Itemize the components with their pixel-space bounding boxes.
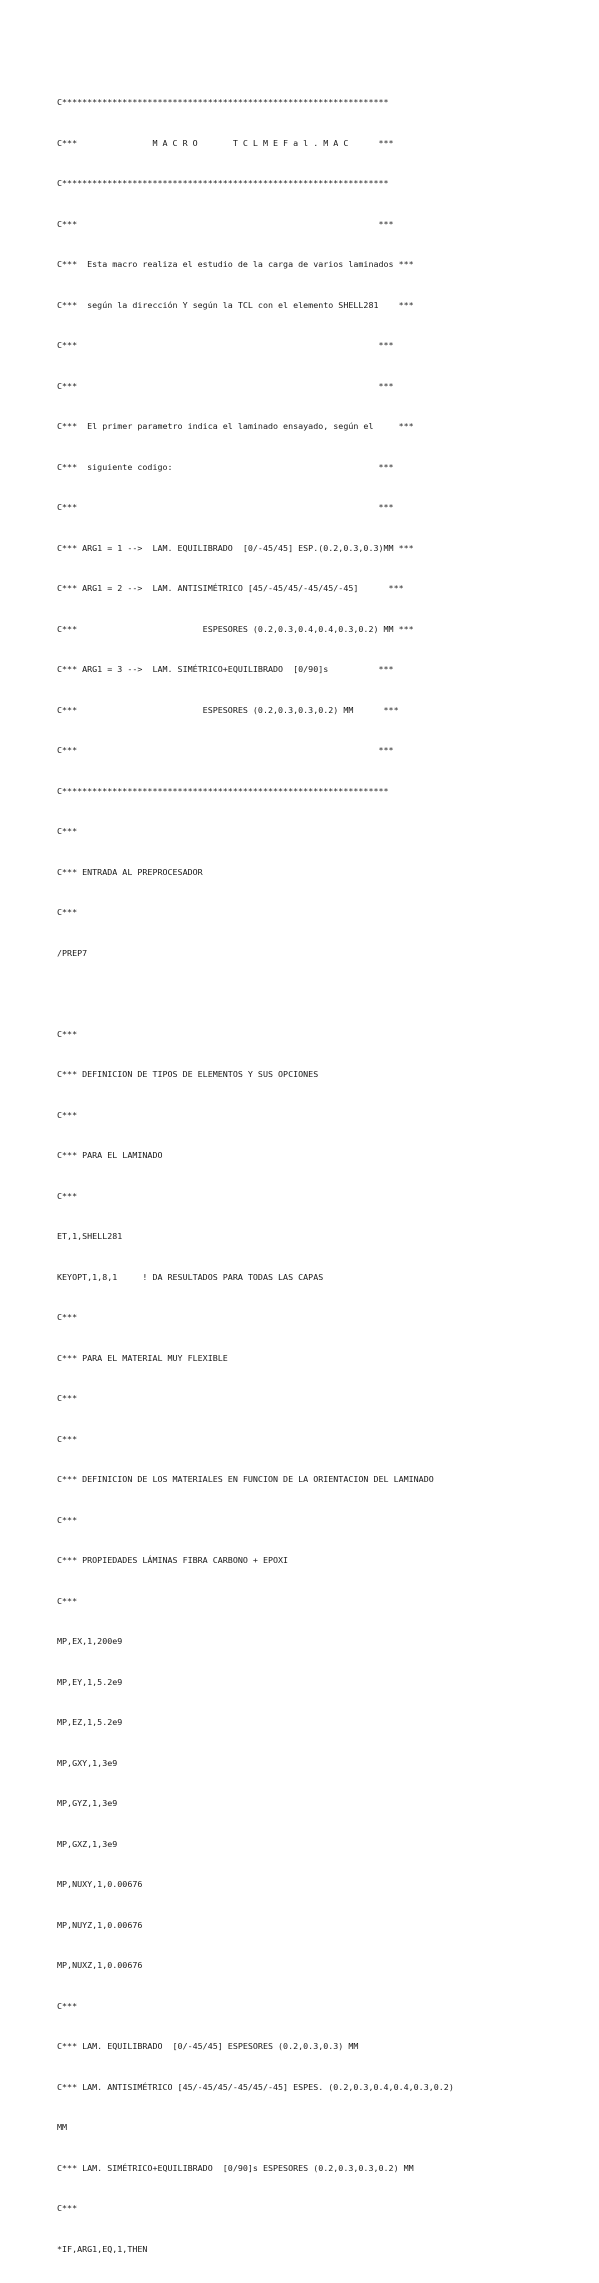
code-line: C*** PARA EL MATERIAL MUY FLEXIBLE <box>57 1352 228 1363</box>
code-line: C*** <box>57 2000 78 2011</box>
code-line: C*** <box>57 1514 78 1525</box>
code-line: C*** <box>57 1190 78 1201</box>
code-line: C*** *** <box>57 745 394 755</box>
code-line: C*** ESPESORES (0.2,0.3,0.4,0.4,0.3,0.2) MM *** <box>57 623 414 634</box>
macro-code-listing <box>57 69 454 2283</box>
code-line: MP,GYZ,1,3e9 <box>57 1798 118 1808</box>
code-line: C*** El primer parametro indica el laminado ensayado, según el *** <box>57 421 414 431</box>
code-line: C*** PARA EL LAMINADO <box>57 1150 163 1160</box>
code-line: C***************************************************************** <box>57 785 389 796</box>
code-line: /PREP7 <box>57 947 88 958</box>
code-line: C*** LAM. ANTISIMÉTRICO [45/-45/45/-45/45/-45] ESPES. (0.2,0.3,0.4,0.4,0.3,0.2) <box>57 2081 454 2092</box>
code-line: C*** M A C R O T C L M E F a l . M A C *** <box>57 137 394 148</box>
code-line: C*** <box>57 1028 78 1039</box>
code-line: MP,EY,1,5.2e9 <box>57 1676 123 1687</box>
code-line: MP,NUXY,1,0.00676 <box>57 1879 143 1889</box>
code-line: C*** PROPIEDADES LÁMINAS FIBRA CARBONO + EPOXI <box>57 1555 289 1565</box>
code-line: C*** <box>57 1109 78 1120</box>
code-line: C*** <box>57 2203 78 2213</box>
code-line: C*** LAM. SIMÉTRICO+EQUILIBRADO [0/90]s ESPESORES (0.2,0.3,0.3,0.2) MM <box>57 2162 414 2173</box>
code-line: ET,1,SHELL281 <box>57 1231 123 1241</box>
code-line: C*** <box>57 1433 78 1444</box>
code-line: C***************************************************************** <box>57 97 389 107</box>
code-line: C*** ARG1 = 2 --> LAM. ANTISIMÉTRICO [45/-45/45/-45/45/-45] *** <box>57 583 404 593</box>
code-line: MM <box>57 2122 68 2132</box>
code-line: C*** LAM. EQUILIBRADO [0/-45/45] ESPESORES (0.2,0.3,0.3) MM <box>57 2041 359 2051</box>
code-line: C*** según la dirección Y según la TCL con el elemento SHELL281 *** <box>57 299 414 310</box>
code-line: C*** DEFINICION DE LOS MATERIALES EN FUNCION DE LA ORIENTACION DEL LAMINADO <box>57 1474 434 1484</box>
code-line: C*** Esta macro realiza el estudio de la carga de varios laminados *** <box>57 259 414 269</box>
code-line: MP,NUXZ,1,0.00676 <box>57 1960 143 1970</box>
code-line: MP,GXY,1,3e9 <box>57 1757 118 1768</box>
code-line: C*** ARG1 = 3 --> LAM. SIMÉTRICO+EQUILIBRADO [0/90]s *** <box>57 664 394 674</box>
code-line: C*** siguiente codigo: *** <box>57 461 394 472</box>
code-line: C*** ENTRADA AL PREPROCESADOR <box>57 866 203 877</box>
code-line: MP,EZ,1,5.2e9 <box>57 1717 123 1727</box>
code-line: *IF,ARG1,EQ,1,THEN <box>57 2243 148 2254</box>
code-line: C*** ARG1 = 1 --> LAM. EQUILIBRADO [0/-45/45] ESP.(0.2,0.3,0.3)MM *** <box>57 542 414 553</box>
code-line: C*** <box>57 1312 78 1322</box>
code-line: MP,EX,1,200e9 <box>57 1636 123 1646</box>
code-line: C*** *** <box>57 340 394 350</box>
code-line: MP,NUYZ,1,0.00676 <box>57 1919 143 1930</box>
code-line: MP,GXZ,1,3e9 <box>57 1838 118 1849</box>
code-line: C*** *** <box>57 218 394 229</box>
code-line: C*** *** <box>57 380 394 391</box>
code-line <box>57 987 454 1001</box>
code-line: C*** <box>57 1393 78 1403</box>
code-line: C*** DEFINICION DE TIPOS DE ELEMENTOS Y SUS OPCIONES <box>57 1069 319 1079</box>
code-line: C*** <box>57 907 78 917</box>
code-line: C*** <box>57 1595 78 1606</box>
code-line: KEYOPT,1,8,1 ! DA RESULTADOS PARA TODAS LAS CAPAS <box>57 1271 324 1282</box>
code-line: C*** *** <box>57 502 394 512</box>
code-line: C***************************************************************** <box>57 178 389 188</box>
code-line: C*** <box>57 826 78 836</box>
code-line: C*** ESPESORES (0.2,0.3,0.3,0.2) MM *** <box>57 704 399 715</box>
